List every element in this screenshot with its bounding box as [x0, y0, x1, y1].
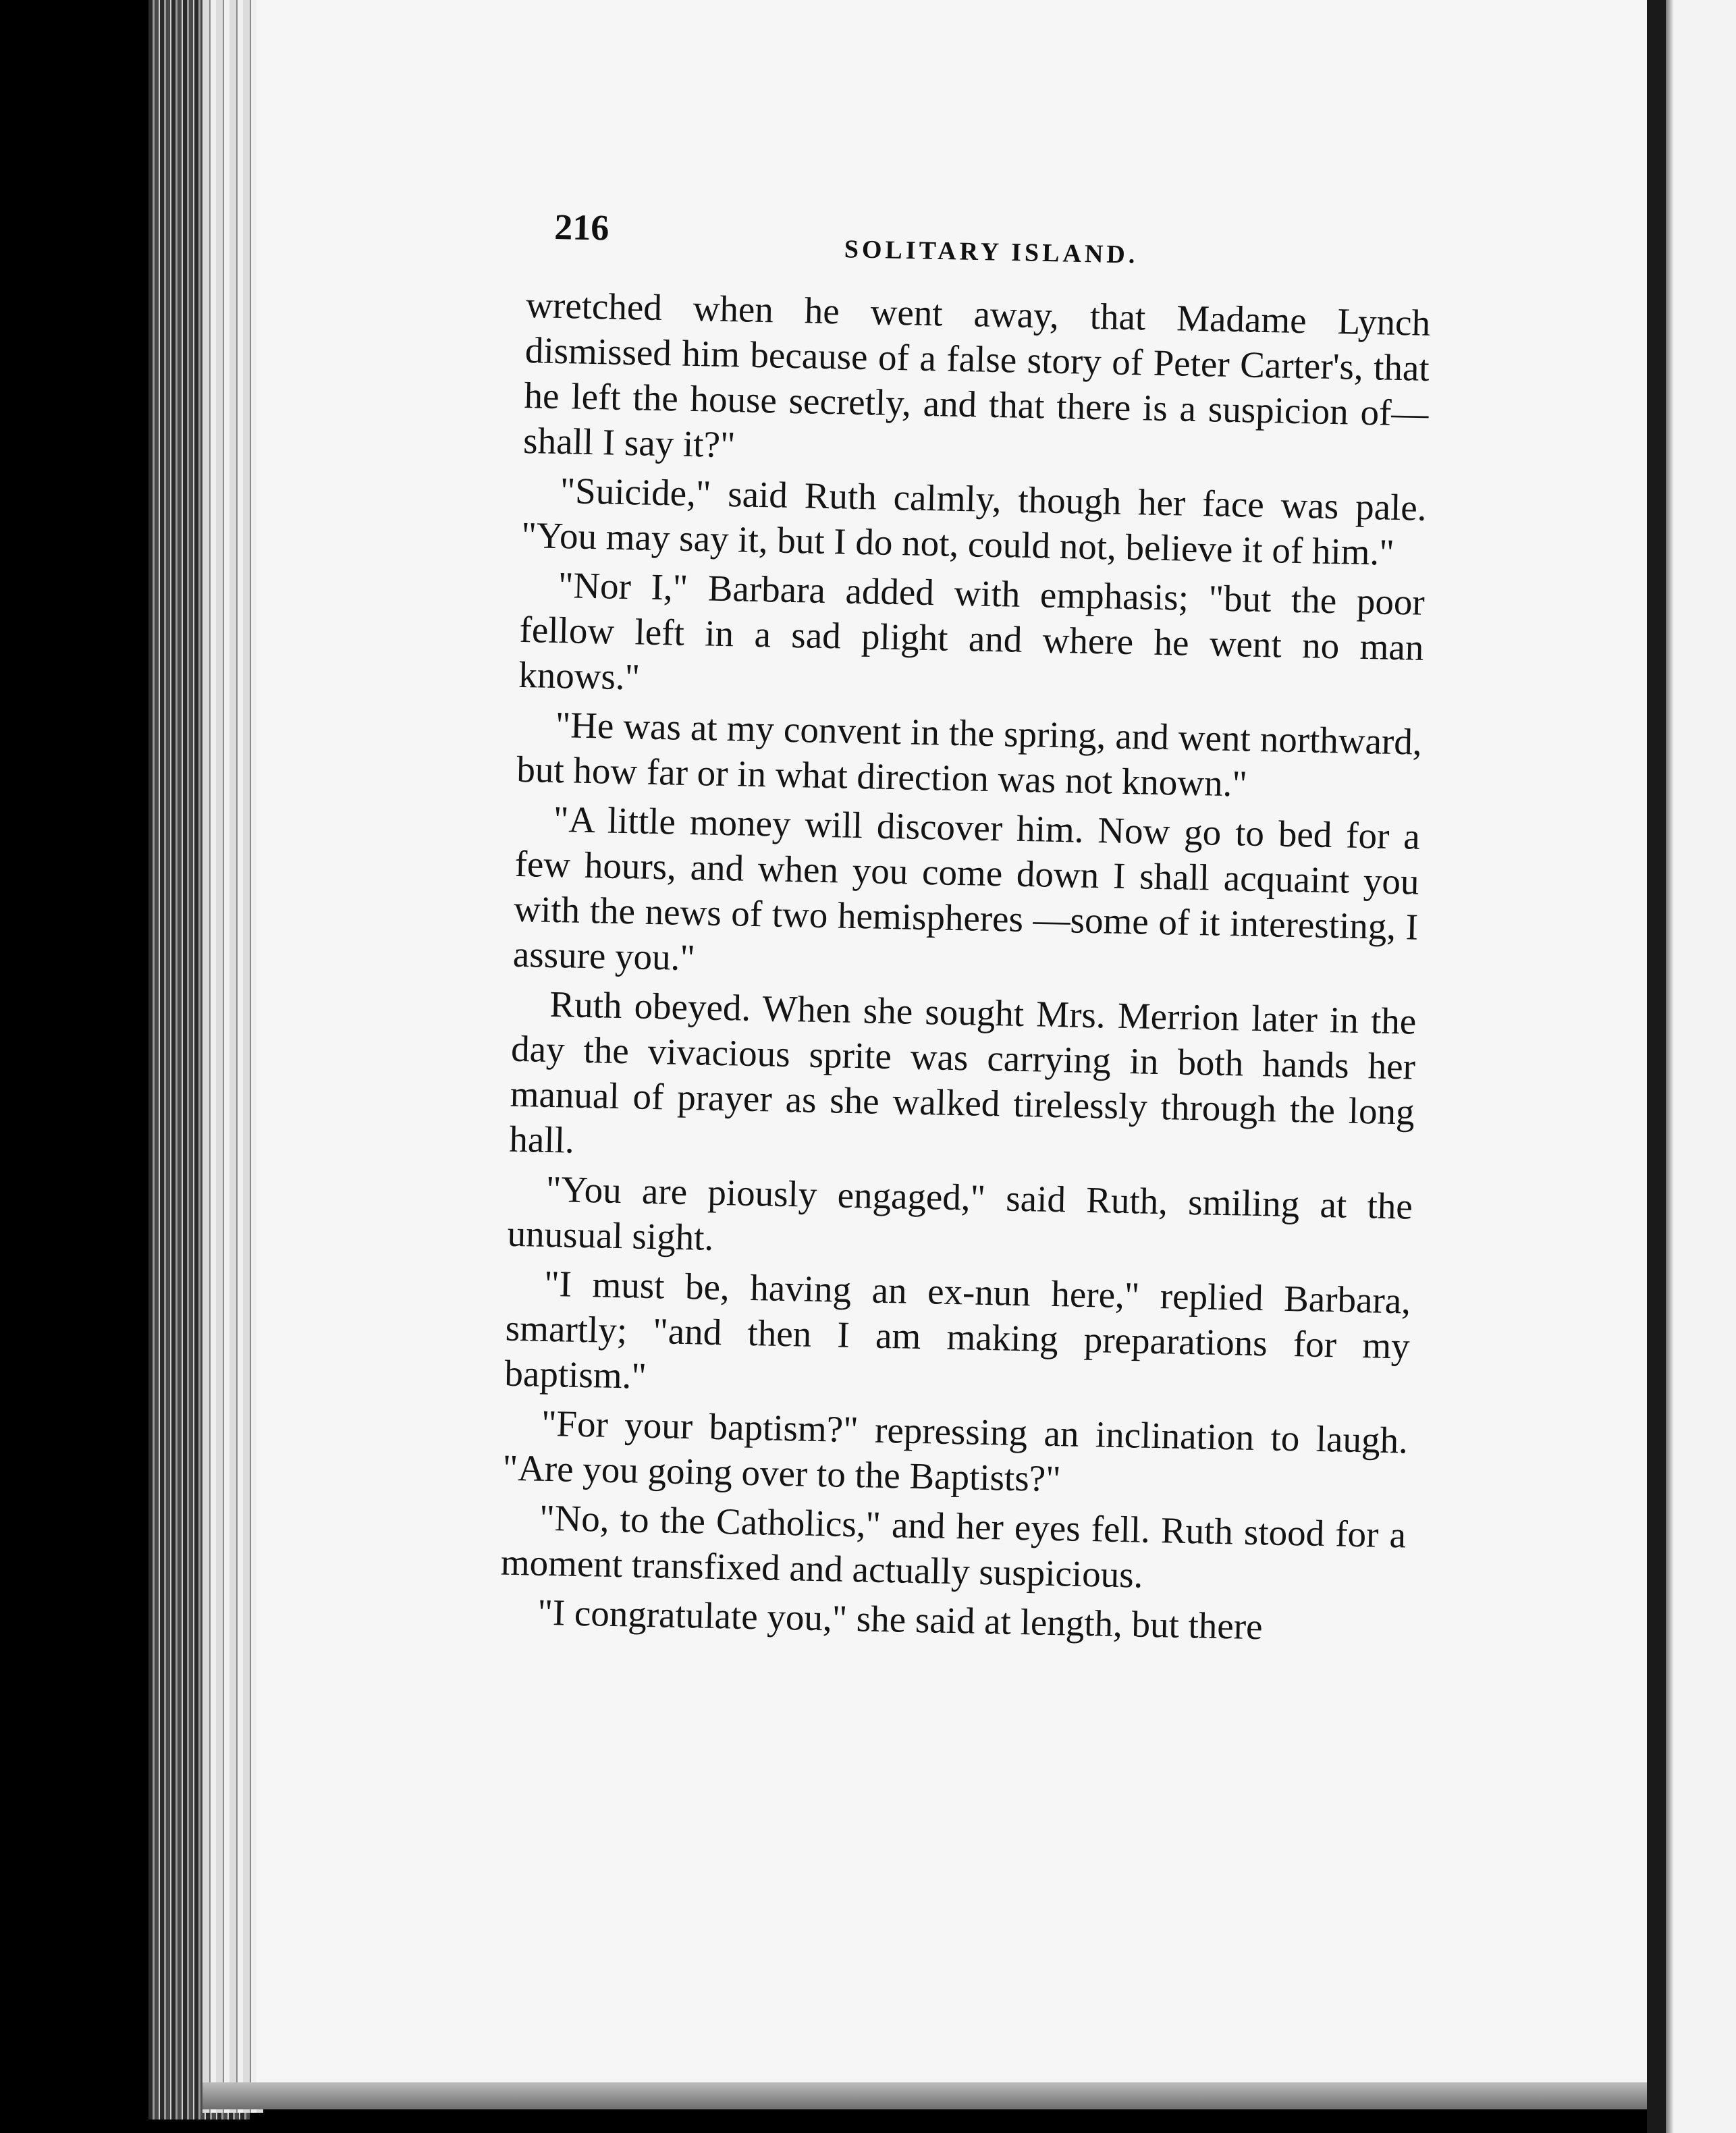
- paragraph: wretched when he went away, that Madame Lynch dismissed him because of a false story of Peter Carter's, that he left the house secretly, and that there is a suspicion of—shall I say it?": [522, 284, 1431, 466]
- paragraph: "A little money will discover him. Now go to bed for a few hours, and when you come down I shall acquaint you with the news of two hemispheres —some of it interesting, I assure you.": [512, 798, 1421, 979]
- paragraph: "No, to the Catholics," and her eyes fell. Ruth stood for a moment transfixed and actually suspicious.: [500, 1496, 1407, 1596]
- book-gutter: [1647, 0, 1666, 2133]
- body-text: [499, 282, 1431, 1656]
- page-bottom-edge: [202, 2082, 1654, 2109]
- page-number: 216: [553, 206, 609, 248]
- paragraph: "He was at my convent in the spring, and went northward, but how far or in what direction was not known.": [516, 703, 1423, 805]
- running-title: SOLITARY ISLAND.: [844, 235, 1139, 269]
- paragraph: Ruth obeyed. When she sought Mrs. Merrion later in the day the vivacious sprite was carrying in both hands her manual of prayer as she walked tirelessly through the long hall.: [508, 983, 1417, 1161]
- paragraph: "Nor I," Barbara added with emphasis; "but the poor fellow left in a sad plight and where he went no man knows.": [518, 564, 1426, 698]
- facing-page-edge: [1666, 0, 1736, 2133]
- paragraph: "Suicide," said Ruth calmly, though her face was pale. "You may say it, but I do not, could not, believe it of him.": [520, 470, 1428, 573]
- page-edges-light: [202, 0, 263, 2113]
- paragraph: "You are piously engaged," said Ruth, smiling at the unusual sight.: [507, 1168, 1413, 1258]
- facing-page-shadow: [1666, 0, 1674, 2133]
- paragraph: "I congratulate you," she said at length, but there: [537, 1591, 1264, 1648]
- paragraph: "For your baptism?" repressing an inclination to laugh. "Are you going over to the Baptists?": [502, 1402, 1409, 1500]
- paragraph: "I must be, having an ex-nun here," replied Barbara, smartly; "and then I am making preparations for my baptism.": [504, 1262, 1411, 1397]
